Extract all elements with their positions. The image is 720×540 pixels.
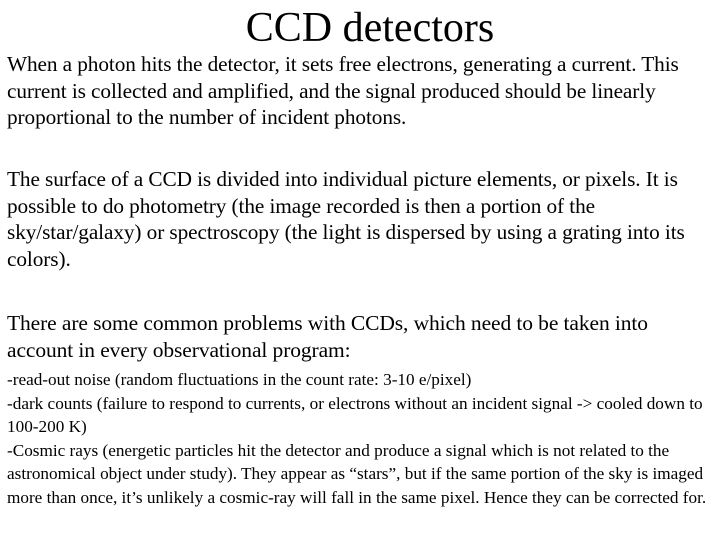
problems-list [7, 368, 715, 509]
slide-title: CCD detectors [245, 5, 495, 51]
paragraph-common-problems: There are some common problems with CCDs, which need to be taken into account in every observational program: [7, 311, 648, 362]
paragraph-photon-detection: When a photon hits the detector, it sets free electrons, generating a current. This current is collected and amplified, and the signal produced should be linearly proportional to the number of incident photons. [7, 52, 679, 129]
problem-read-out-noise: -read-out noise (random fluctuations in the count rate: 3-10 e/pixel) [7, 370, 472, 389]
problem-cosmic-rays: -Cosmic rays (energetic particles hit the detector and produce a signal which is not related to the astronomical object under study). They appear as “stars”, but if the same portion of the sky is imaged more than once, it’s unlikely a cosmic-ray will fall in the same pixel. Hence they can be corrected for. [7, 440, 707, 507]
problem-dark-counts: -dark counts (failure to respond to currents, or electrons without an incident signal -> cooled down to 100-200 K) [7, 393, 703, 436]
paragraph-ccd-surface: The surface of a CCD is divided into individual picture elements, or pixels. It is possible to do photometry (the image recorded is then a portion of the sky/star/galaxy) or spectroscopy (the light is dispersed by using a grating into its colors). [7, 167, 685, 271]
